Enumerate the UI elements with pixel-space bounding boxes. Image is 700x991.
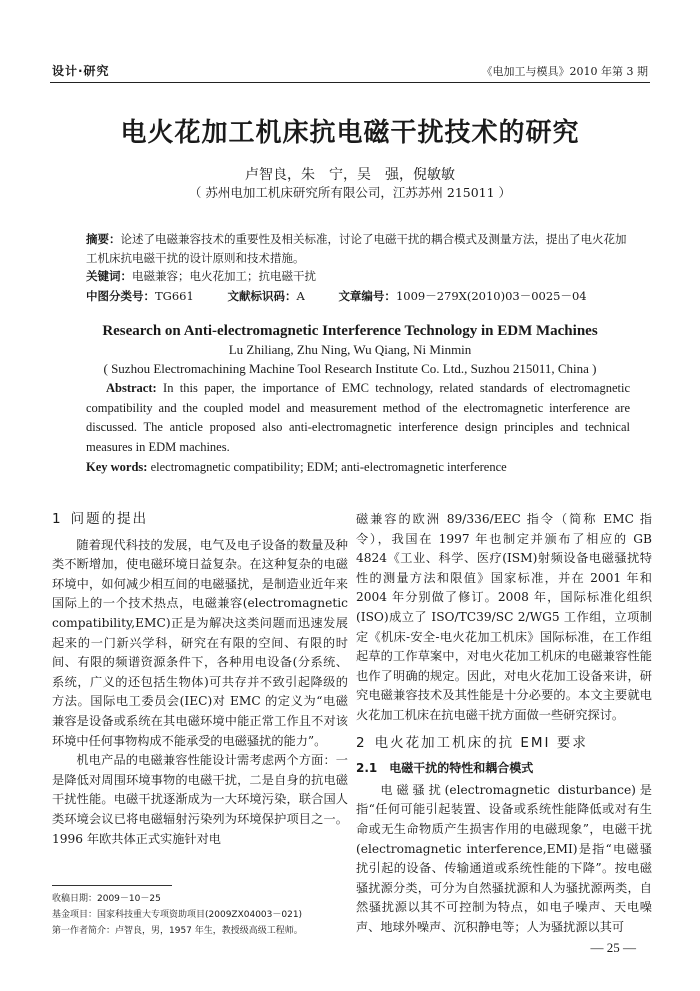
authors-chinese: 卢智良，朱 宁，吴 强，倪敏敏 (245, 167, 455, 183)
article-no-value: 1009－279X(2010)03－0025－04 (395, 289, 587, 303)
body-column-left (52, 510, 348, 849)
abstract-english (86, 379, 630, 457)
keywords-chinese-label: 关键词： (86, 269, 132, 283)
affiliation-chinese: （ 苏州电加工机床研究所有限公司，江苏苏州 215011 ） (188, 185, 512, 200)
section-1-paragraph-1: 随着现代科技的发展，电气及电子设备的数量及种类不断增加，使电磁环境日益复杂。在这种复杂的电磁环境中，如何减少相互间的电磁骚扰，是制造业近年来国际上的一个技术热点，电磁兼容(electromagnetic compatibility,EMC)正是为解决这类问题而迅速发展起来的一门新兴学科，研究在有限的空间、有限的时间、有限的频谱资源条件下，各种用电设备(分系统、系统，广义的还包括生物体)可共存并不致引起降级的方法。国际电工委员会(IEC)对 EMC 的定义为“电磁兼容是设备或系统在其电磁环境中能正常工作且不对该环境中任何事物构成不能承受的电磁骚扰的能力”。 (52, 537, 348, 748)
keywords-english (86, 460, 507, 475)
section-1-heading (52, 510, 348, 530)
footnote-received: 收稿日期：2009－10－25 (52, 894, 161, 904)
section-2-heading (356, 734, 652, 754)
section-1-title: 问题的提出 (70, 511, 149, 527)
abstract-chinese-label: 摘要： (86, 232, 121, 246)
section-2-1-number: 2.1 (356, 761, 378, 776)
affiliation-english: ( Suzhou Electromachining Machine Tool Research Institute Co. Ltd., Suzhou 215011, China ) (103, 361, 597, 376)
footnote-fund: 基金项目：国家科技重大专项资助项目(2009ZX04003－021) (52, 910, 303, 920)
doc-code-value: A (296, 289, 305, 303)
article-no-label: 文章编号： (338, 289, 396, 303)
clc-value: TG661 (155, 289, 194, 303)
abstract-chinese (86, 230, 630, 268)
header-rule (50, 82, 650, 83)
abstract-english-text: In this paper, the importance of EMC technology, related standards of electromagnetic compatibility and the coupled model and measurement method of the electromagnetic interference are discussed. The anticle proposed also anti-electromagnetic interference design principles and technical measures in EDM machines. (86, 381, 630, 454)
classification-meta (86, 288, 617, 304)
section-1-paragraph-3: 磁兼容的欧洲 89/336/EEC 指令（简称 EMC 指令），我国在 1997 年也制定并颁布了相应的 GB 4824《工业、科学、医疗(ISM)射频设备电磁骚扰特性的测量方法和限值》国家标准，并在 2001 年和 2004 年分别做了修订。2008 年，国际标准化组织(ISO)成立了 ISO/TC39/SC 2/WG5 工作组，立项制定《机床-安全-电火花加工机床》国际标准，在工作组起草的工作草案中，对电火花加工机床的电磁兼容性能也作了明确的规定。因此，对电火花加工设备来讲，研究电磁兼容技术及其性能是十分必要的。本文主要就电火花加工机床在抗电磁干扰方面做一些研究探讨。 (356, 512, 652, 722)
section-2-1-paragraph-1: 电磁骚扰(electromagnetic disturbance)是指“任何可能引起装置、设备或系统性能降低或对有生命或无生命物质产生损害作用的电磁现象”，电磁干扰(electromagnetic interference,EMI)是指“电磁骚扰引起的设备、传输通道或系统性能的下降”。按电磁骚扰源分类，可分为自然骚扰源和人为骚扰源两类，自然骚扰源以其不可控制为特点，如电子噪声、天电噪声、地球外噪声、沉积静电等；人为骚扰源以其可 (356, 782, 652, 934)
keywords-english-label: Key words: (86, 460, 148, 474)
keywords-chinese-text: 电磁兼容；电火花加工；抗电磁干扰 (132, 269, 316, 283)
section-2-number: 2 (356, 734, 365, 751)
keywords-chinese (86, 268, 316, 284)
section-1-number: 1 (52, 511, 61, 527)
clc-label: 中图分类号： (86, 289, 155, 303)
header-journal: 《电加工与模具》2010 年第 3 期 (481, 65, 648, 78)
title-chinese: 电火花加工机床抗电磁干扰技术的研究 (120, 118, 580, 148)
section-2-1-heading (356, 759, 652, 779)
section-2-title: 电火花加工机床的抗 EMI 要求 (374, 734, 588, 751)
section-1-paragraph-2: 机电产品的电磁兼容性能设计需考虑两个方面：一是降低对周围环境事物的电磁干扰，二是自身的抗电磁干扰性能。电磁干扰逐渐成为一大环境污染，联合国人类环境会议已将电磁辐射污染列为环境保护项目之一。1996 年欧共体正式实施针对电 (52, 753, 348, 846)
authors-english: Lu Zhiliang, Zhu Ning, Wu Qiang, Ni Minmin (228, 342, 472, 357)
abstract-chinese-text: 论述了电磁兼容技术的重要性及相关标准，讨论了电磁干扰的耦合模式及测量方法，提出了电火花加工机床抗电磁干扰的设计原则和技术措施。 (86, 232, 627, 265)
title-english: Research on Anti-electromagnetic Interference Technology in EDM Machines (102, 323, 598, 339)
abstract-english-label: Abstract: (106, 381, 157, 395)
section-2-1-title: 电磁干扰的特性和耦合模式 (389, 761, 534, 776)
keywords-english-text: electromagnetic compatibility; EDM; anti-electromagnetic interference (147, 460, 507, 474)
body-column-right (356, 510, 652, 937)
doc-code-label: 文献标识码： (227, 289, 297, 303)
footnote-author: 第一作者简介：卢智良，男，1957 年生，教授级高级工程师。 (52, 926, 303, 936)
header-section-label: 设计·研究 (52, 64, 110, 78)
page-number: — 25 — (590, 940, 636, 955)
footnote-rule (52, 885, 172, 886)
